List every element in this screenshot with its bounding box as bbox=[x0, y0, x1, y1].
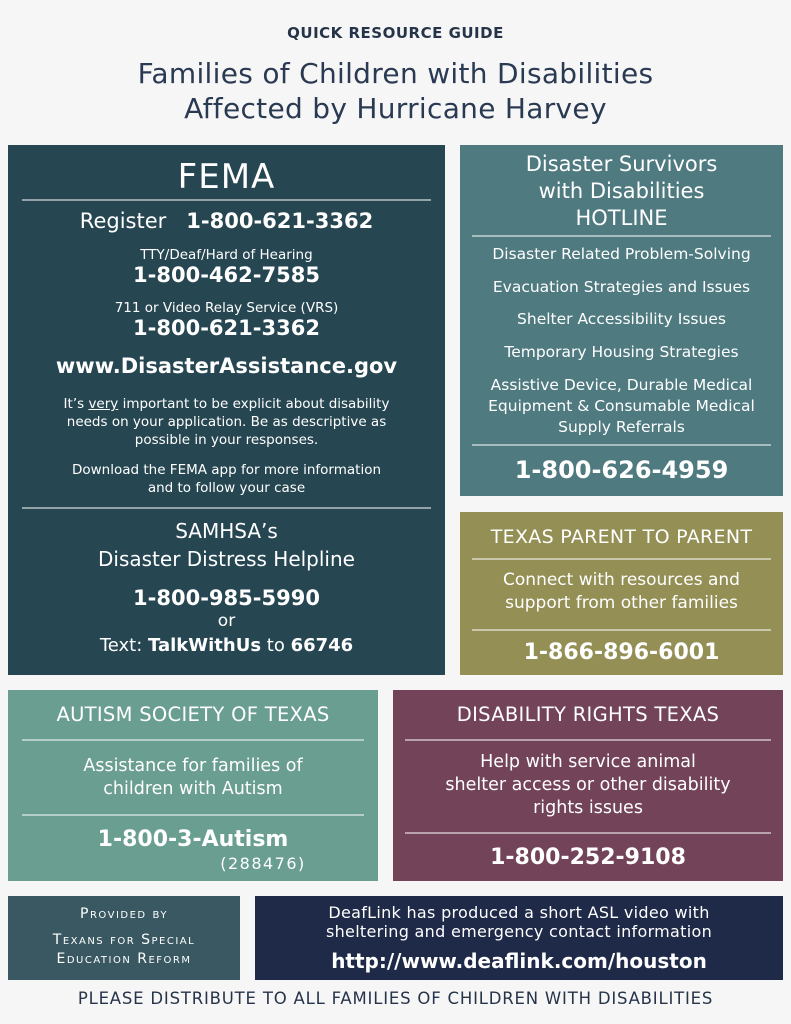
provider-name-line1: Texans for Special bbox=[52, 932, 196, 948]
p2p-divider-bottom bbox=[472, 629, 771, 631]
fema-divider-mid bbox=[22, 507, 431, 509]
autism-divider-top bbox=[22, 739, 364, 741]
autism-phone-digits: (288476) bbox=[220, 854, 306, 873]
autism-desc-line2: children with Autism bbox=[103, 779, 283, 799]
fema-tty-phone[interactable]: 1-800-462-7585 bbox=[133, 263, 320, 287]
hotline-item5-line1: Assistive Device, Durable Medical bbox=[490, 376, 753, 394]
deaflink-desc-line1: DeafLink has produced a short ASL video with bbox=[328, 903, 710, 922]
drt-desc bbox=[393, 751, 783, 820]
samhsa-title-line2: Disaster Distress Helpline bbox=[98, 547, 355, 571]
disability-rights-panel bbox=[393, 690, 783, 881]
hotline-item: Temporary Housing Strategies bbox=[504, 343, 739, 361]
samhsa-text-label: Text: bbox=[99, 635, 149, 656]
samhsa-text-number[interactable]: 66746 bbox=[290, 635, 354, 656]
hotline-item: Disaster Related Problem-Solving bbox=[492, 245, 751, 263]
samhsa-title-line1: SAMHSA’s bbox=[175, 519, 278, 543]
guide-kicker: QUICK RESOURCE GUIDE bbox=[287, 24, 504, 42]
autism-phone[interactable]: 1-800-3-Autism bbox=[97, 827, 289, 852]
fema-note bbox=[8, 395, 445, 449]
drt-phone[interactable]: 1-800-252-9108 bbox=[490, 845, 686, 870]
p2p-desc bbox=[460, 569, 783, 615]
hotline-item-assistive bbox=[460, 375, 783, 438]
p2p-title: TEXAS PARENT TO PARENT bbox=[490, 526, 753, 548]
drt-desc-line1: Help with service animal bbox=[480, 752, 696, 772]
deaflink-url-link[interactable]: http://www.deaflink.com/houston bbox=[331, 949, 707, 973]
hotline-title-line1: Disaster Survivors bbox=[525, 152, 718, 176]
hotline-title-line3: HOTLINE bbox=[575, 206, 668, 230]
fema-panel bbox=[8, 145, 445, 675]
fema-app-line1: Download the FEMA app for more information bbox=[71, 462, 382, 478]
autism-desc bbox=[8, 755, 378, 801]
deaflink-panel bbox=[255, 896, 783, 980]
samhsa-text-keyword: TalkWithUs bbox=[148, 635, 262, 656]
footer-note: PLEASE DISTRIBUTE TO ALL FAMILIES OF CHILDREN WITH DISABILITIES bbox=[77, 989, 714, 1008]
fema-register-phone[interactable]: 1-800-621-3362 bbox=[186, 209, 374, 233]
provided-by-panel bbox=[8, 896, 240, 980]
autism-title: AUTISM SOCIETY OF TEXAS bbox=[56, 703, 330, 726]
hotline-title-line2: with Disabilities bbox=[538, 179, 705, 203]
drt-desc-line3: rights issues bbox=[533, 798, 643, 818]
samhsa-phone[interactable]: 1-800-985-5990 bbox=[133, 586, 320, 610]
p2p-phone[interactable]: 1-866-896-6001 bbox=[523, 640, 720, 665]
fema-vrs-phone[interactable]: 1-800-621-3362 bbox=[133, 316, 320, 340]
page-title-line2: Affected by Hurricane Harvey bbox=[184, 92, 607, 125]
drt-divider-bottom bbox=[405, 832, 771, 834]
texas-p2p-panel bbox=[460, 512, 783, 675]
fema-note-post: important to be explicit about disability bbox=[118, 396, 390, 412]
fema-app-note bbox=[8, 461, 445, 497]
hotline-title bbox=[460, 151, 783, 232]
provided-by-label: Provided by bbox=[80, 906, 168, 922]
hotline-phone[interactable]: 1-800-626-4959 bbox=[514, 456, 729, 484]
hotline-divider-bottom bbox=[472, 444, 771, 446]
deaflink-desc bbox=[255, 903, 783, 941]
hotline-panel bbox=[460, 145, 783, 496]
p2p-divider-top bbox=[472, 558, 771, 560]
hotline-item5-line3: Supply Referrals bbox=[558, 418, 685, 436]
hotline-divider-top bbox=[472, 235, 771, 237]
fema-register-row bbox=[8, 209, 445, 233]
provider-name-line2: Education Reform bbox=[56, 951, 192, 967]
fema-website-link[interactable]: www.DisasterAssistance.gov bbox=[55, 354, 398, 378]
fema-tty-label: TTY/Deaf/Hard of Hearing bbox=[140, 247, 313, 263]
hotline-item5-line2: Equipment & Consumable Medical bbox=[488, 397, 755, 415]
samhsa-title bbox=[8, 517, 445, 573]
page-title-line1: Families of Children with Disabilities bbox=[137, 57, 654, 90]
fema-note-line2: needs on your application. Be as descriptive as bbox=[66, 414, 387, 430]
deaflink-desc-line2: sheltering and emergency contact information bbox=[325, 922, 713, 941]
fema-note-pre: It’s bbox=[63, 396, 89, 412]
drt-divider-top bbox=[405, 739, 771, 741]
fema-divider-top bbox=[22, 199, 431, 201]
p2p-desc-line2: support from other families bbox=[505, 593, 738, 613]
samhsa-text-row bbox=[8, 635, 445, 656]
page-title bbox=[0, 56, 791, 126]
fema-app-line2: and to follow your case bbox=[147, 480, 306, 496]
hotline-item: Shelter Accessibility Issues bbox=[517, 310, 726, 328]
samhsa-text-to: to bbox=[261, 635, 291, 656]
autism-divider-bottom bbox=[22, 814, 364, 816]
hotline-item: Evacuation Strategies and Issues bbox=[492, 278, 751, 296]
drt-desc-line2: shelter access or other disability bbox=[445, 775, 731, 795]
autism-panel bbox=[8, 690, 378, 881]
fema-note-emph: very bbox=[88, 396, 119, 412]
fema-register-label: Register bbox=[79, 209, 167, 233]
fema-title: FEMA bbox=[177, 157, 276, 197]
p2p-desc-line1: Connect with resources and bbox=[503, 570, 740, 590]
fema-vrs-label: 711 or Video Relay Service (VRS) bbox=[114, 300, 339, 316]
samhsa-or: or bbox=[217, 611, 236, 631]
autism-desc-line1: Assistance for families of bbox=[83, 756, 303, 776]
drt-title: DISABILITY RIGHTS TEXAS bbox=[456, 703, 720, 726]
fema-note-line3: possible in your responses. bbox=[134, 432, 319, 448]
